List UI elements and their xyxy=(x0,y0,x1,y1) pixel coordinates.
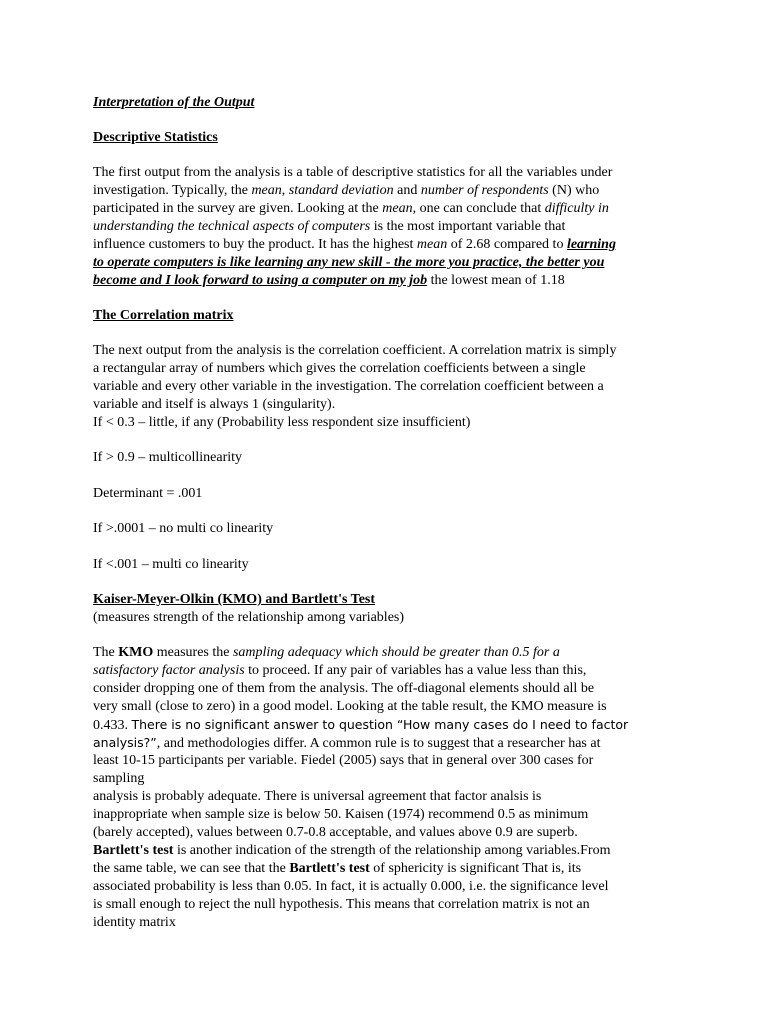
text-line: become and I look forward to using a computer on my job the lowest mean of 1.18 xyxy=(93,273,565,288)
text-line: The first output from the analysis is a table of descriptive statistics for all the variables under xyxy=(93,165,613,180)
text-line: very small (close to zero) in a good model. Looking at the table result, the KMO measure is xyxy=(93,699,607,714)
text-line: inappropriate when sample size is below 50. Kaisen (1974) recommend 0.5 as minimum xyxy=(93,807,589,822)
text-line: to operate computers is like learning any new skill - the more you practice, the better you xyxy=(93,255,605,270)
text-line: Bartlett's test is another indication of the strength of the relationship among variables.From xyxy=(93,843,611,858)
text-line: investigation. Typically, the mean, standard deviation and number of respondents (N) who xyxy=(93,183,600,198)
text-line: understanding the technical aspects of computers is the most important variable that xyxy=(93,219,566,234)
document-title: Interpretation of the Output xyxy=(93,95,255,110)
text-line: least 10-15 participants per variable. Fiedel (2005) says that in general over 300 cases for xyxy=(93,753,594,768)
text-line: The KMO measures the sampling adequacy which should be greater than 0.5 for a xyxy=(93,645,560,660)
text-line: identity matrix xyxy=(93,915,176,930)
text-line: influence customers to buy the product. It has the highest mean of 2.68 compared to learning xyxy=(93,237,616,252)
text-line: 0.433. There is no significant answer to question “How many cases do I need to factor xyxy=(93,717,629,733)
no-multicollinearity-rule: If >.0001 – no multi co linearity xyxy=(93,521,274,536)
text-line: The next output from the analysis is the correlation coefficient. A correlation matrix is simply xyxy=(93,343,617,358)
text-line: (barely accepted), values between 0.7-0.8 acceptable, and values above 0.9 are superb. xyxy=(93,825,578,840)
kmo-paragraph xyxy=(93,644,628,932)
correlation-matrix-heading: The Correlation matrix xyxy=(93,308,234,323)
multicollinearity-threshold-rule: If <.001 – multi co linearity xyxy=(93,557,249,572)
descriptive-statistics-heading: Descriptive Statistics xyxy=(93,130,218,145)
text-line: participated in the survey are given. Looking at the mean, one can conclude that difficulty in xyxy=(93,201,609,216)
text-line: sampling xyxy=(93,771,145,786)
text-line: consider dropping one of them from the analysis. The off-diagonal elements should all be xyxy=(93,681,595,696)
text-line: satisfactory factor analysis to proceed. If any pair of variables has a value less than this, xyxy=(93,663,587,678)
text-line: the same table, we can see that the Bartlett's test of sphericity is significant That is, its xyxy=(93,861,582,876)
text-line: If < 0.3 – little, if any (Probability less respondent size insufficient) xyxy=(93,415,471,430)
text-line: is small enough to reject the null hypothesis. This means that correlation matrix is not an xyxy=(93,897,590,912)
multicollinearity-rule: If > 0.9 – multicollinearity xyxy=(93,450,243,465)
kmo-subheading: (measures strength of the relationship among variables) xyxy=(93,610,405,625)
kmo-bartlett-heading: Kaiser-Meyer-Olkin (KMO) and Bartlett's Test xyxy=(93,592,376,607)
determinant-value: Determinant = .001 xyxy=(93,486,203,501)
text-line: a rectangular array of numbers which gives the correlation coefficients between a single xyxy=(93,361,586,376)
descriptive-statistics-paragraph xyxy=(93,164,616,290)
text-line: analysis?”, and methodologies differ. A common rule is to suggest that a researcher has at xyxy=(93,735,601,751)
correlation-matrix-paragraph xyxy=(93,342,616,432)
text-line: analysis is probably adequate. There is universal agreement that factor analsis is xyxy=(93,789,542,804)
text-line: associated probability is less than 0.05. In fact, it is actually 0.000, i.e. the significance level xyxy=(93,879,609,894)
text-line: variable and every other variable in the investigation. The correlation coefficient between a xyxy=(93,379,604,394)
text-line: variable and itself is always 1 (singularity). xyxy=(93,397,336,412)
